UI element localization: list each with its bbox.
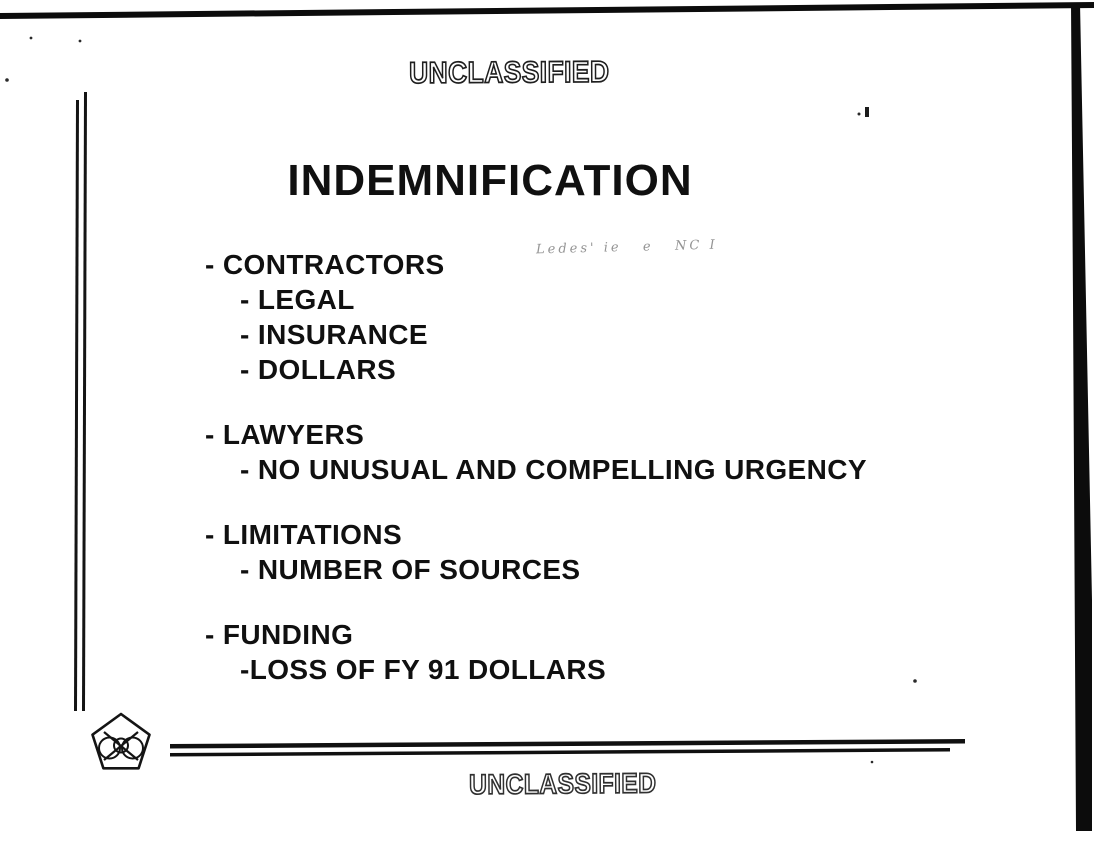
bullet-subitem: - NUMBER OF SOURCES [240,554,581,585]
bullet-item: - FUNDING [205,619,354,650]
handwritten-annotation: Ledes' ie e NC I [535,237,718,258]
bullet-subitem: -LOSS OF FY 91 DOLLARS [240,654,607,685]
bullet-subitem: - LEGAL [240,284,355,315]
scan-speck [858,113,861,116]
right-border-bar [1071,3,1092,831]
bullet-group [205,517,985,587]
top-border-line [0,2,1094,19]
bullet-list [205,247,985,717]
scan-speck [871,761,874,764]
classification-stamp-bottom: UNCLASSIFIED [469,767,657,800]
classification-stamp-top: UNCLASSIFIED [409,55,610,90]
left-double-rule-outer [74,100,79,711]
footer-rule-top [170,739,965,749]
scan-speck [5,78,9,82]
bullet-group [205,417,985,487]
slide-title: INDEMNIFICATION [287,156,693,205]
bullet-subitem: - DOLLARS [240,354,397,385]
left-double-rule-inner [82,92,87,711]
bullet-item: - LIMITATIONS [205,519,403,550]
bullet-item: - CONTRACTORS [205,249,445,280]
footer-rule-bottom [170,748,950,757]
bullet-group [205,617,985,687]
scan-speck [30,37,33,40]
bullet-item: - LAWYERS [205,419,365,450]
pentagon-rings-logo-icon [88,708,156,778]
scan-tick-mark [865,107,869,117]
scan-speck [79,40,82,43]
bullet-subitem: - INSURANCE [240,319,428,350]
bullet-group [205,247,985,387]
bullet-subitem: - NO UNUSUAL AND COMPELLING URGENCY [240,454,867,485]
